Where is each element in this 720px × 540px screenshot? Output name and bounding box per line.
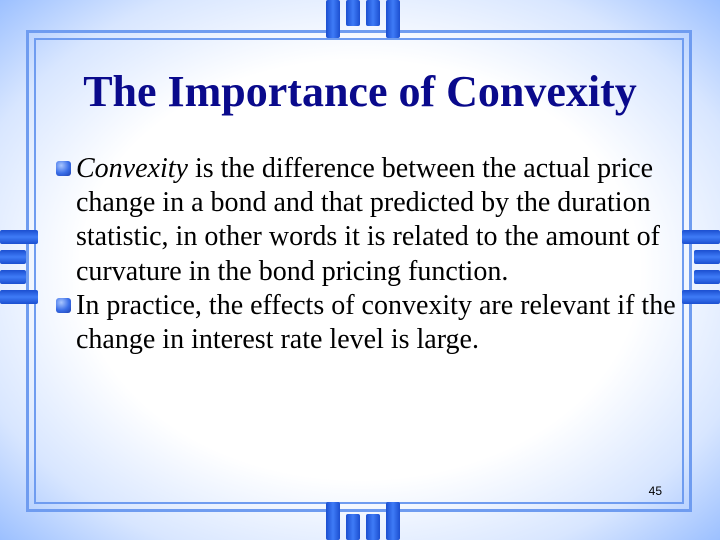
bullet-text: In practice, the effects of convexity are relevant if the change in interest rate level is large. <box>76 289 676 356</box>
bullet-list <box>56 152 686 357</box>
bullet-icon <box>56 298 71 313</box>
bullet-text: is the difference between the actual price change in a bond and that predicted by the duration statistic, in other words it is related to the amount of curvature in the bond pricing function. <box>76 153 660 287</box>
bullet-term: Convexity <box>76 153 188 184</box>
bullet-item <box>56 289 686 357</box>
slide-title: The Importance of Convexity <box>83 67 637 116</box>
page-number: 45 <box>648 484 662 498</box>
bullet-icon <box>56 161 71 176</box>
bullet-item <box>56 152 686 289</box>
